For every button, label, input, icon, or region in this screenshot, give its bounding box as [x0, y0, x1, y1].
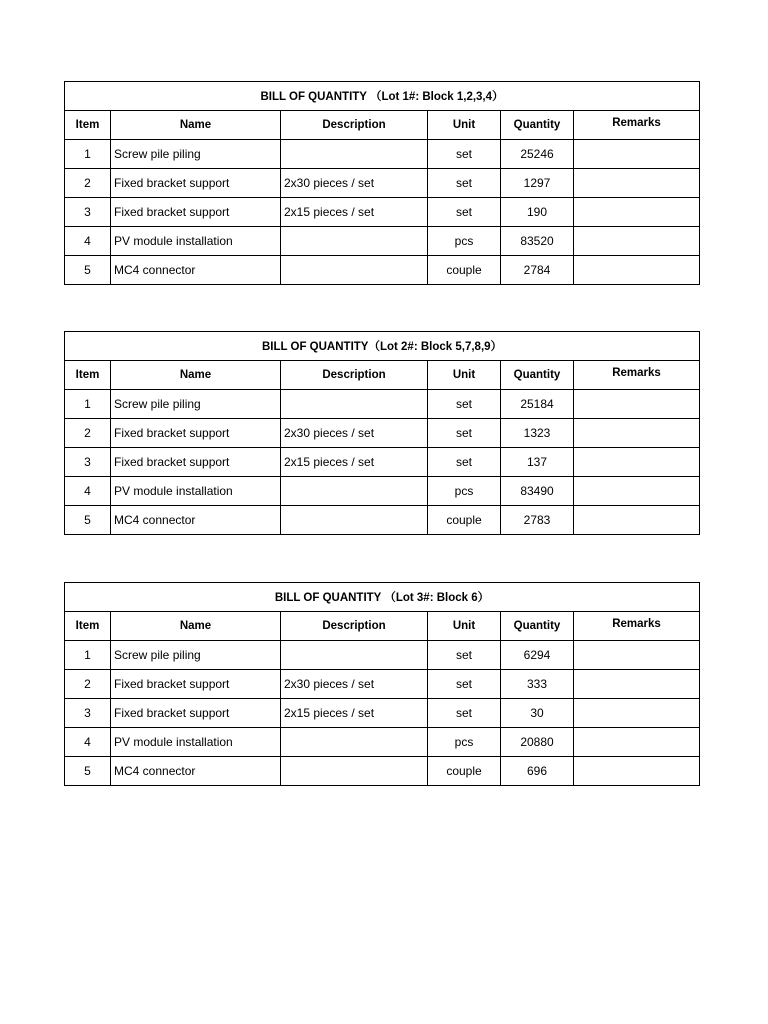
description-cell — [281, 140, 428, 169]
description-cell: 2x30 pieces / set — [281, 670, 428, 699]
quantity-cell: 25246 — [501, 140, 574, 169]
table-row — [65, 256, 700, 285]
column-header-name: Name — [111, 361, 281, 390]
table-row — [65, 477, 700, 506]
table-row — [65, 641, 700, 670]
item-cell: 1 — [65, 390, 111, 419]
name-cell: PV module installation — [111, 227, 281, 256]
table-row — [65, 227, 700, 256]
column-header-remarks: Remarks — [574, 361, 700, 390]
remarks-cell — [574, 256, 700, 285]
item-cell: 1 — [65, 140, 111, 169]
column-header-description: Description — [281, 111, 428, 140]
name-cell: Fixed bracket support — [111, 670, 281, 699]
quantity-cell: 83490 — [501, 477, 574, 506]
table-row — [65, 140, 700, 169]
table-row — [65, 506, 700, 535]
table-row — [65, 448, 700, 477]
item-cell: 3 — [65, 448, 111, 477]
quantity-cell: 20880 — [501, 728, 574, 757]
item-cell: 3 — [65, 699, 111, 728]
name-cell: Fixed bracket support — [111, 419, 281, 448]
quantity-cell: 1323 — [501, 419, 574, 448]
remarks-cell — [574, 506, 700, 535]
description-cell — [281, 477, 428, 506]
header-row — [65, 361, 700, 390]
unit-cell: set — [428, 390, 501, 419]
boq-table-lot-3 — [64, 582, 700, 786]
description-cell — [281, 256, 428, 285]
item-cell: 5 — [65, 757, 111, 786]
item-cell: 1 — [65, 641, 111, 670]
item-cell: 2 — [65, 169, 111, 198]
name-cell: Fixed bracket support — [111, 448, 281, 477]
remarks-cell — [574, 227, 700, 256]
name-cell: Fixed bracket support — [111, 198, 281, 227]
item-cell: 4 — [65, 728, 111, 757]
description-cell — [281, 757, 428, 786]
quantity-cell: 1297 — [501, 169, 574, 198]
unit-cell: set — [428, 419, 501, 448]
item-cell: 4 — [65, 477, 111, 506]
unit-cell: couple — [428, 256, 501, 285]
item-cell: 5 — [65, 506, 111, 535]
table-title: BILL OF QUANTITY （Lot 3#: Block 6） — [65, 583, 700, 612]
description-cell — [281, 227, 428, 256]
name-cell: Screw pile piling — [111, 390, 281, 419]
remarks-cell — [574, 670, 700, 699]
name-cell: MC4 connector — [111, 757, 281, 786]
description-cell — [281, 728, 428, 757]
item-cell: 2 — [65, 419, 111, 448]
remarks-cell — [574, 641, 700, 670]
remarks-cell — [574, 390, 700, 419]
quantity-cell: 696 — [501, 757, 574, 786]
table-row — [65, 670, 700, 699]
quantity-cell: 2783 — [501, 506, 574, 535]
boq-table-lot-2 — [64, 331, 700, 535]
column-header-remarks: Remarks — [574, 111, 700, 140]
description-cell — [281, 506, 428, 535]
quantity-cell: 25184 — [501, 390, 574, 419]
column-header-quantity: Quantity — [501, 111, 574, 140]
table-row — [65, 169, 700, 198]
quantity-cell: 137 — [501, 448, 574, 477]
remarks-cell — [574, 757, 700, 786]
description-cell: 2x30 pieces / set — [281, 169, 428, 198]
table-row — [65, 419, 700, 448]
name-cell: PV module installation — [111, 728, 281, 757]
remarks-cell — [574, 169, 700, 198]
header-row — [65, 111, 700, 140]
column-header-name: Name — [111, 111, 281, 140]
boq-table-lot-1 — [64, 81, 700, 285]
table-row — [65, 198, 700, 227]
name-cell: Fixed bracket support — [111, 699, 281, 728]
column-header-item: Item — [65, 361, 111, 390]
item-cell: 5 — [65, 256, 111, 285]
remarks-cell — [574, 448, 700, 477]
unit-cell: couple — [428, 506, 501, 535]
unit-cell: set — [428, 670, 501, 699]
item-cell: 4 — [65, 227, 111, 256]
unit-cell: set — [428, 198, 501, 227]
unit-cell: pcs — [428, 728, 501, 757]
quantity-cell: 83520 — [501, 227, 574, 256]
column-header-unit: Unit — [428, 612, 501, 641]
quantity-cell: 6294 — [501, 641, 574, 670]
table-row — [65, 728, 700, 757]
unit-cell: set — [428, 448, 501, 477]
unit-cell: couple — [428, 757, 501, 786]
quantity-cell: 333 — [501, 670, 574, 699]
description-cell — [281, 390, 428, 419]
remarks-cell — [574, 477, 700, 506]
table-row — [65, 699, 700, 728]
column-header-description: Description — [281, 361, 428, 390]
unit-cell: set — [428, 699, 501, 728]
name-cell: PV module installation — [111, 477, 281, 506]
quantity-cell: 190 — [501, 198, 574, 227]
header-row — [65, 612, 700, 641]
item-cell: 3 — [65, 198, 111, 227]
name-cell: Screw pile piling — [111, 641, 281, 670]
description-cell: 2x15 pieces / set — [281, 699, 428, 728]
name-cell: Fixed bracket support — [111, 169, 281, 198]
description-cell: 2x15 pieces / set — [281, 448, 428, 477]
description-cell — [281, 641, 428, 670]
quantity-cell: 30 — [501, 699, 574, 728]
item-cell: 2 — [65, 670, 111, 699]
table-title: BILL OF QUANTITY（Lot 2#: Block 5,7,8,9） — [65, 332, 700, 361]
column-header-quantity: Quantity — [501, 612, 574, 641]
remarks-cell — [574, 140, 700, 169]
unit-cell: set — [428, 169, 501, 198]
name-cell: MC4 connector — [111, 506, 281, 535]
quantity-cell: 2784 — [501, 256, 574, 285]
column-header-unit: Unit — [428, 111, 501, 140]
description-cell: 2x30 pieces / set — [281, 419, 428, 448]
table-row — [65, 390, 700, 419]
unit-cell: set — [428, 140, 501, 169]
column-header-description: Description — [281, 612, 428, 641]
description-cell: 2x15 pieces / set — [281, 198, 428, 227]
name-cell: MC4 connector — [111, 256, 281, 285]
column-header-name: Name — [111, 612, 281, 641]
table-title: BILL OF QUANTITY （Lot 1#: Block 1,2,3,4） — [65, 82, 700, 111]
column-header-item: Item — [65, 111, 111, 140]
unit-cell: pcs — [428, 477, 501, 506]
column-header-item: Item — [65, 612, 111, 641]
remarks-cell — [574, 419, 700, 448]
name-cell: Screw pile piling — [111, 140, 281, 169]
remarks-cell — [574, 699, 700, 728]
unit-cell: set — [428, 641, 501, 670]
column-header-quantity: Quantity — [501, 361, 574, 390]
column-header-remarks: Remarks — [574, 612, 700, 641]
column-header-unit: Unit — [428, 361, 501, 390]
unit-cell: pcs — [428, 227, 501, 256]
table-row — [65, 757, 700, 786]
remarks-cell — [574, 198, 700, 227]
remarks-cell — [574, 728, 700, 757]
